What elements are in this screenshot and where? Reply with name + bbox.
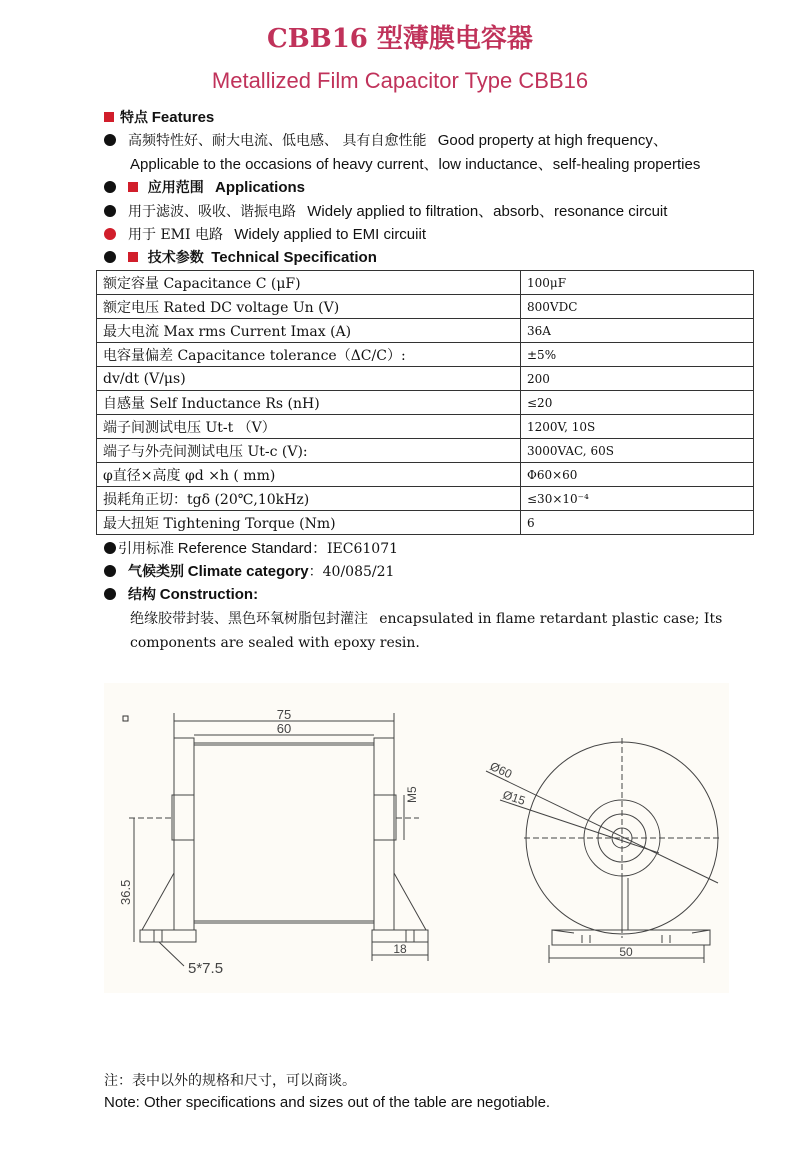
dim-365-label: 36.5 bbox=[118, 879, 133, 905]
bullet-icon bbox=[104, 542, 116, 554]
reference-standard: 引用标准 Reference Standard：IEC61071 bbox=[104, 538, 398, 560]
drawing-svg bbox=[104, 683, 729, 993]
left-foot bbox=[140, 930, 196, 942]
right-bracket bbox=[374, 738, 394, 930]
red-bullet-icon bbox=[104, 228, 116, 240]
red-square-icon bbox=[128, 182, 138, 192]
table-row: 端子间测试电压 Ut-t （V） 1200V, 10S bbox=[97, 415, 754, 439]
red-square-icon bbox=[104, 112, 114, 122]
note-en: Note: Other specifications and sizes out of the table are negotiable. bbox=[104, 1094, 551, 1111]
table-row: 损耗角正切：tgδ (20℃,10kHz) ≤30×10⁻⁴ bbox=[97, 487, 754, 511]
table-row: 最大电流 Max rms Current Imax (A) 36A bbox=[97, 319, 754, 343]
dim-60-label: 60 bbox=[276, 721, 292, 736]
table-row: 额定电压 Rated DC voltage Un (V) 800VDC bbox=[97, 295, 754, 319]
applications-item-2: 用于 EMI 电路 Widely applied to EMI circuiit bbox=[104, 224, 426, 246]
features-heading: 特点 Features bbox=[104, 107, 214, 129]
dim-18-label: 18 bbox=[393, 942, 407, 956]
bullet-icon bbox=[104, 565, 116, 577]
table-row: 电容量偏差 Capacitance tolerance（ΔC/C）: ±5% bbox=[97, 343, 754, 367]
bullet-icon bbox=[104, 181, 116, 193]
left-terminal bbox=[172, 795, 194, 840]
dim-m5-label: M5 bbox=[405, 786, 419, 803]
table-row: φ直径×高度 φd ×h ( mm) Φ60×60 bbox=[97, 463, 754, 487]
dim-d15-label: Ø15 bbox=[501, 787, 527, 808]
bullet-icon bbox=[104, 134, 116, 146]
note-cn: 注：表中以外的规格和尺寸，可以商谈。 bbox=[104, 1073, 356, 1089]
table-row: dv/dt (V/μs) 200 bbox=[97, 367, 754, 391]
small-square-mark bbox=[123, 716, 128, 721]
red-square-icon bbox=[128, 252, 138, 262]
applications-item-1: 用于滤波、吸收、谐振电路 Widely applied to filtration、absorb、resonance circuit bbox=[104, 201, 667, 223]
table-row: 自感量 Self Inductance Rs (nH) ≤20 bbox=[97, 391, 754, 415]
features-line-1: 高频特性好、耐大电流、低电感、 具有自愈性能 Good property at high frequency、 bbox=[104, 130, 668, 152]
dim-50-label: 50 bbox=[619, 945, 633, 959]
table-row: 最大扭矩 Tightening Torque (Nm) 6 bbox=[97, 511, 754, 535]
construction-heading: 结构 Construction: bbox=[104, 584, 258, 606]
construction-line-1: 绝缘胶带封装、黑色环氧树脂包封灌注 encapsulated in flame retardant plastic case; Its bbox=[130, 611, 723, 627]
technical-drawing bbox=[104, 683, 729, 993]
spec-table bbox=[96, 270, 754, 535]
table-row: 额定容量 Capacitance C (μF) 100μF bbox=[97, 271, 754, 295]
capacitor-body-side bbox=[194, 743, 374, 923]
dim-75-label: 75 bbox=[276, 707, 292, 722]
page-title-en: Metallized Film Capacitor Type CBB16 bbox=[211, 68, 589, 93]
dim-d60-label: Ø60 bbox=[487, 759, 515, 782]
table-row: 端子与外壳间测试电压 Ut-c (V): 3000VAC, 60S bbox=[97, 439, 754, 463]
applications-heading: 应用范围 Applications bbox=[104, 177, 305, 199]
bullet-icon bbox=[104, 251, 116, 263]
features-line-2: Applicable to the occasions of heavy current、low inductance、self-healing properties bbox=[130, 156, 701, 173]
climate-category: 气候类别 Climate category：40/085/21 bbox=[104, 561, 394, 583]
bullet-icon bbox=[104, 205, 116, 217]
construction-line-2: components are sealed with epoxy resin. bbox=[130, 635, 420, 651]
tech-heading: 技术参数 Technical Specification bbox=[104, 247, 377, 269]
dim-holes-label: 5*7.5 bbox=[188, 960, 224, 977]
right-foot bbox=[372, 930, 428, 942]
left-bracket bbox=[174, 738, 194, 930]
right-terminal bbox=[374, 795, 396, 840]
bullet-icon bbox=[104, 588, 116, 600]
page-title-cn: CBB16 型薄膜电容器 bbox=[267, 24, 533, 54]
